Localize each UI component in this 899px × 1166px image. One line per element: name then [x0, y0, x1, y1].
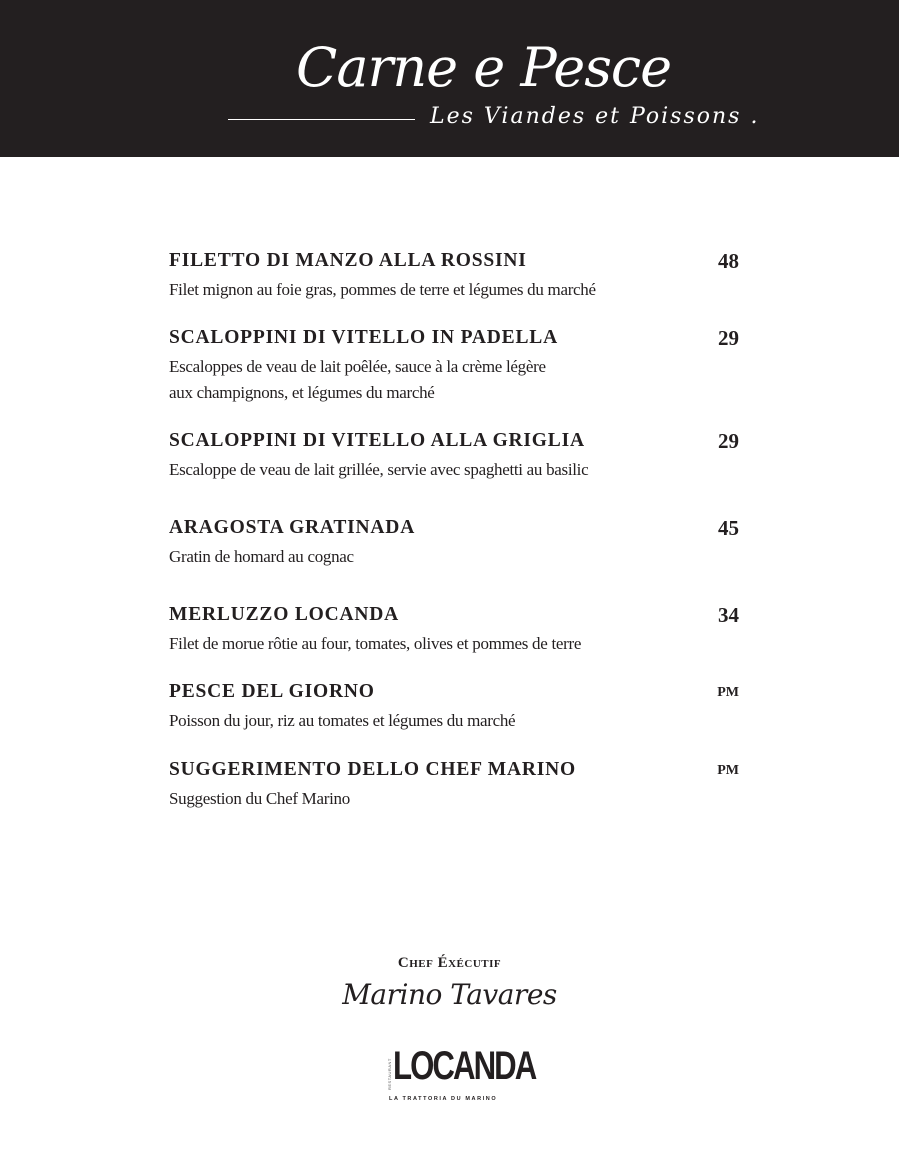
item-description: Gratin de homard au cognac — [169, 547, 354, 566]
item-price: 29 — [718, 429, 739, 453]
item-description: Suggestion du Chef Marino — [169, 789, 350, 808]
item-description: Filet de morue rôtie au four, tomates, olives et pommes de terre — [169, 634, 582, 653]
item-description-line: aux champignons, et légumes du marché — [169, 383, 435, 402]
item-price: PM — [717, 685, 739, 700]
title-divider — [228, 119, 415, 120]
chef-signature: Marino Tavares — [342, 978, 557, 1011]
item-description: Poisson du jour, riz au tomates et légumes du marché — [169, 711, 516, 730]
item-description-line: Escaloppes de veau de lait poêlée, sauce à la crème légère — [169, 357, 546, 376]
restaurant-logo — [387, 1044, 536, 1110]
header-banner — [0, 0, 899, 157]
logo-side-text: RESTAURANT — [387, 1058, 392, 1090]
item-name: ARAGOSTA GRATINADA — [169, 517, 416, 538]
logo-tagline: LA TRATTORIA DU MARINO — [389, 1096, 498, 1102]
item-name: SCALOPPINI DI VITELLO IN PADELLA — [169, 327, 558, 348]
section-subtitle: Les Viandes et Poissons . — [430, 104, 760, 129]
item-price: 48 — [718, 249, 739, 273]
item-description: Filet mignon au foie gras, pommes de terre et légumes du marché — [169, 280, 596, 299]
item-description: Escaloppe de veau de lait grillée, servie avec spaghetti au basilic — [169, 460, 589, 479]
item-price: 29 — [718, 326, 739, 350]
item-name: MERLUZZO LOCANDA — [169, 604, 400, 625]
chef-title: Chef Éxécutif — [397, 955, 502, 971]
item-price: 34 — [718, 603, 739, 627]
item-name: PESCE DEL GIORNO — [169, 681, 375, 702]
logo-wordmark: LOCANDA — [393, 1044, 536, 1088]
section-title: Carne e Pesce — [296, 36, 672, 99]
item-description — [169, 354, 639, 406]
item-name: SCALOPPINI DI VITELLO ALLA GRIGLIA — [169, 430, 585, 451]
item-name: SUGGERIMENTO DELLO CHEF MARINO — [169, 759, 577, 780]
item-price: PM — [717, 763, 739, 778]
item-price: 45 — [718, 516, 739, 540]
item-name: FILETTO DI MANZO ALLA ROSSINI — [169, 250, 527, 271]
